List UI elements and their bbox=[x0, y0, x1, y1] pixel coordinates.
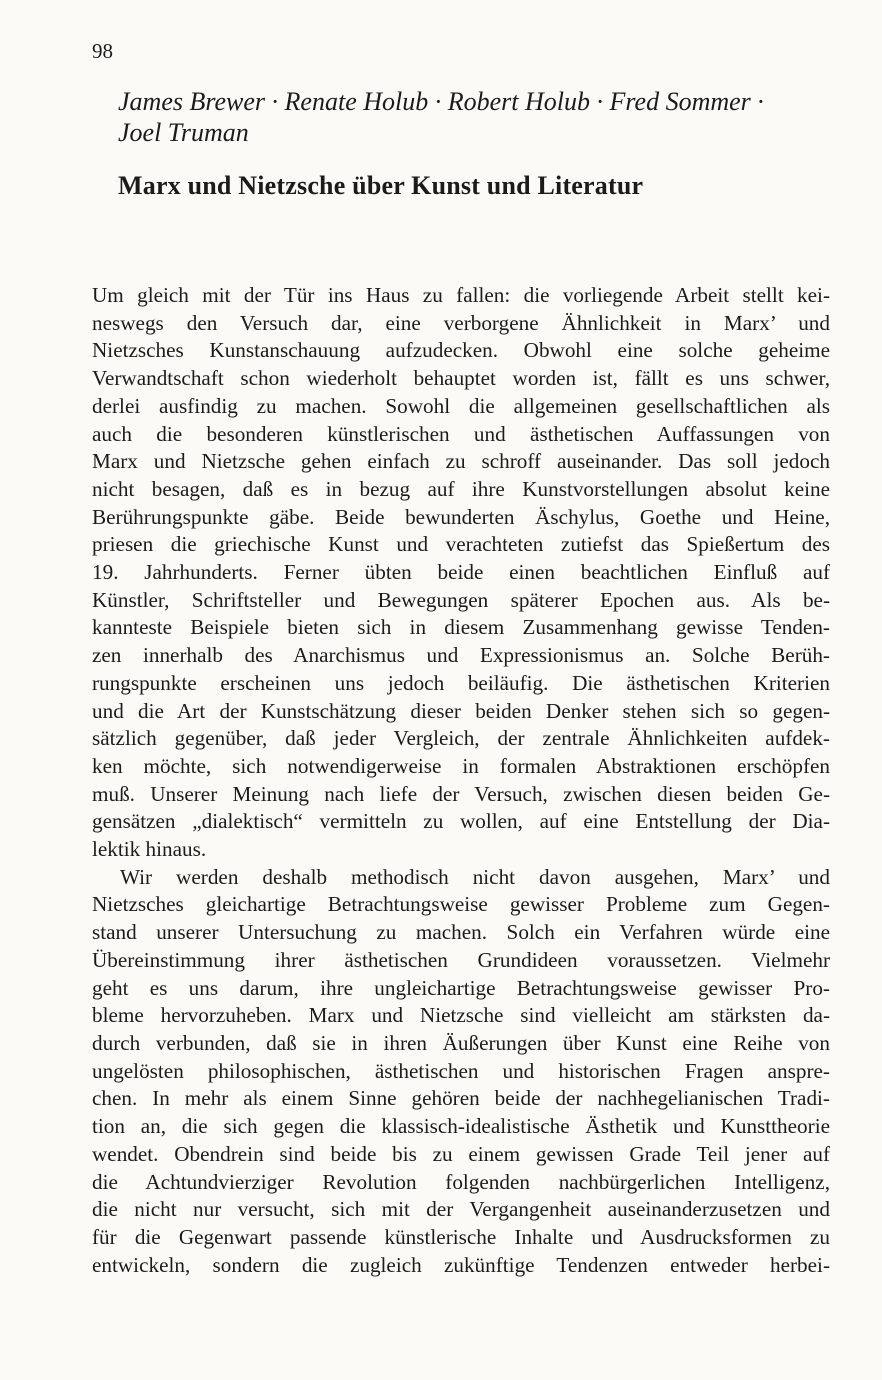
text-line: rungspunkte erscheinen uns jedoch beiläufig. Die ästhetischen Kriterien bbox=[92, 670, 830, 695]
text-line: nicht besagen, daß es in bezug auf ihre Kunstvorstellungen absolut keine bbox=[92, 476, 830, 501]
text-line: Berührungspunkte gäbe. Beide bewunderten Äschylus, Goethe und Heine, bbox=[92, 504, 830, 529]
author-line-1: James Brewer · Renate Holub · Robert Holub · Fred Sommer · bbox=[118, 87, 764, 116]
text-line: derlei ausfindig zu machen. Sowohl die allgemeinen gesellschaftlichen als bbox=[92, 393, 830, 418]
text-line: muß. Unserer Meinung nach liefe der Versuch, zwischen diesen beiden Ge- bbox=[92, 781, 830, 806]
text-line: für die Gegenwart passende künstlerische Inhalte und Ausdrucksformen zu bbox=[92, 1224, 830, 1249]
article-title: Marx und Nietzsche über Kunst und Literatur bbox=[118, 171, 644, 200]
text-line: lektik hinaus. bbox=[92, 837, 207, 862]
author-line-2: Joel Truman bbox=[118, 118, 249, 147]
text-line: Wir werden deshalb methodisch nicht davon ausgehen, Marx’ und bbox=[120, 864, 830, 889]
text-line: entwickeln, sondern die zugleich zukünftige Tendenzen entweder herbei- bbox=[92, 1252, 830, 1277]
text-line: gensätzen „dialektisch“ vermitteln zu wollen, auf eine Entstellung der Dia- bbox=[92, 809, 830, 834]
page-number: 98 bbox=[92, 39, 113, 63]
text-line: Um gleich mit der Tür ins Haus zu fallen: die vorliegende Arbeit stellt kei- bbox=[92, 283, 830, 307]
text-line: sätzlich gegenüber, daß jeder Vergleich, der zentrale Ähnlichkeiten aufdek- bbox=[92, 726, 830, 751]
text-line: Verwandtschaft schon wiederholt behauptet worden ist, fällt es uns schwer, bbox=[92, 366, 830, 391]
text-line: ken möchte, sich notwendigerweise in formalen Abstraktionen erschöpfen bbox=[92, 753, 830, 778]
text-line: tion an, die sich gegen die klassisch-idealistische Ästhetik und Kunsttheorie bbox=[92, 1114, 830, 1139]
text-line: bleme hervorzuheben. Marx und Nietzsche sind vielleicht am stärksten da- bbox=[92, 1003, 830, 1028]
author-list bbox=[118, 86, 838, 148]
text-line: 19. Jahrhunderts. Ferner übten beide einen beachtlichen Einfluß auf bbox=[92, 560, 830, 585]
article-body bbox=[92, 282, 830, 1279]
text-line: die nicht nur versucht, sich mit der Vergangenheit auseinanderzusetzen und bbox=[92, 1197, 830, 1222]
text-line: Marx und Nietzsche gehen einfach zu schroff auseinander. Das soll jedoch bbox=[92, 449, 830, 474]
text-line: chen. In mehr als einem Sinne gehören beide der nachhegelianischen Tradi- bbox=[92, 1086, 830, 1111]
text-line: auch die besonderen künstlerischen und ästhetischen Auffassungen von bbox=[92, 421, 830, 446]
paragraph-2 bbox=[92, 864, 830, 1280]
text-line: Nietzsches Kunstanschauung aufzudecken. Obwohl eine solche geheime bbox=[92, 338, 830, 363]
text-line: priesen die griechische Kunst und verachteten zutiefst das Spießertum des bbox=[92, 532, 830, 557]
text-line: neswegs den Versuch dar, eine verborgene Ähnlichkeit in Marx’ und bbox=[92, 310, 830, 335]
text-line: geht es uns darum, ihre ungleichartige Betrachtungsweise gewisser Pro- bbox=[92, 975, 830, 1000]
text-line: die Achtundvierziger Revolution folgenden nachbürgerlichen Intelligenz, bbox=[92, 1169, 830, 1194]
text-line: wendet. Obendrein sind beide bis zu einem gewissen Grade Teil jener auf bbox=[92, 1141, 830, 1166]
paragraph-1 bbox=[92, 282, 830, 864]
text-line: Übereinstimmung ihrer ästhetischen Grundideen voraussetzen. Vielmehr bbox=[92, 947, 830, 972]
text-line: Künstler, Schriftsteller und Bewegungen späterer Epochen aus. Als be- bbox=[92, 587, 830, 612]
text-line: Nietzsches gleichartige Betrachtungsweise gewisser Probleme zum Gegen- bbox=[92, 892, 830, 917]
text-line: durch verbunden, daß sie in ihren Äußerungen über Kunst eine Reihe von bbox=[92, 1030, 830, 1055]
text-line: kannteste Beispiele bieten sich in diesem Zusammenhang gewisse Tenden- bbox=[92, 615, 830, 640]
text-line: zen innerhalb des Anarchismus und Expressionismus an. Solche Berüh- bbox=[92, 643, 830, 668]
text-line: und die Art der Kunstschätzung dieser beiden Denker stehen sich so gegen- bbox=[92, 698, 830, 723]
text-line: ungelösten philosophischen, ästhetischen und historischen Fragen anspre- bbox=[92, 1058, 830, 1083]
text-line: stand unserer Untersuchung zu machen. Solch ein Verfahren würde eine bbox=[92, 920, 830, 945]
